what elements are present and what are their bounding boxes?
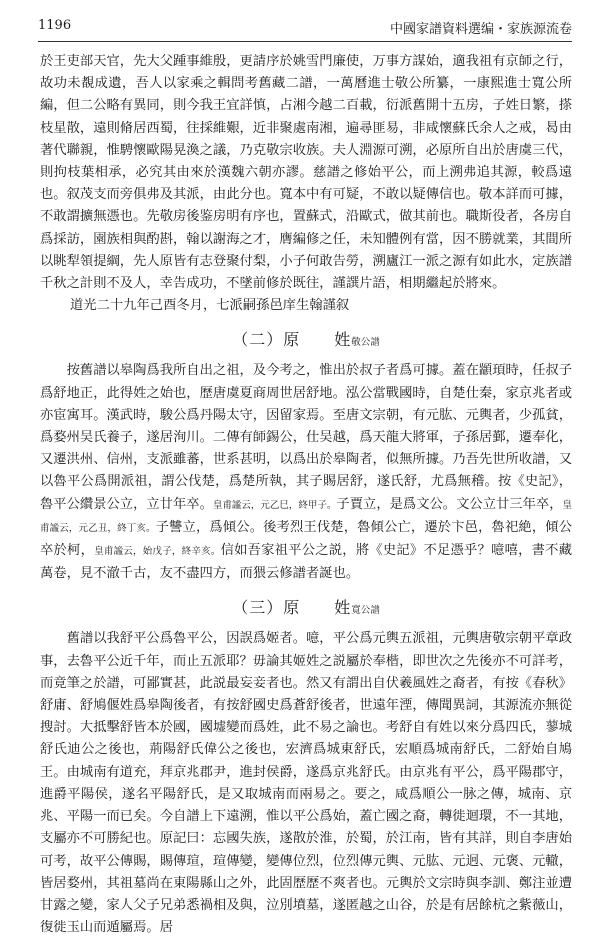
page-body bbox=[40, 51, 572, 939]
section-2-para-2: 子賈立，是爲文公。文公立廿三年卒， bbox=[336, 496, 563, 512]
section-3-title: 姓 bbox=[334, 598, 352, 618]
page-header bbox=[38, 18, 572, 38]
section-2-note-3: 皇甫謐云，始戊子，終辛亥。 bbox=[94, 546, 221, 558]
section-3-paragraph: 舊譜以我舒平公爲魯平公，因誤爲姬者。噫，平公爲元輿五派祖，元輿唐敬宗朝平章政事，去魯平公近千年，而止五派耶？毋論其姬姓之説屬於奉楷，即世次之先後亦不可詳考，而竟筆之於譜，可鄙實甚，此説最妄妾者也。然又有謂出自伏羲風姓之裔者，有按《春秋》舒庸、舒鳩偃姓爲皋陶後者，有按舒國史爲蒼舒後者，世遠年湮，傳聞異詞，其源流亦無從搜討。大抵擊舒皆本於國，國墟變而爲姓，此不易之論也。考舒自有姓以來分爲四氏，蓼城舒氏迪公之後也，荊陽舒氏偉公之後也，宏濟爲城東舒氏，宏順爲城南舒氏，二舒始自鳩王。由城南有道充，拜京兆郡尹，進封侯爵，遂爲京兆舒氏。由京兆有平公，爲平陽郡守，進爵平陽侯，遂名平陽舒氏，是又取城南而兩易之。要之，咸爲順公一脉之傳，城南、京兆、平陽一而已矣。今自譜上下遠溯，惟以平公爲始，蓋亡國之裔，轉徙迴環，不一其地，支屬亦不可勝紀也。原記曰：忘國失族，遂散於淮，於蜀，於江南，皆有其詳，則自李唐始可考，故平公傳賜，賜傳瑄，瑄傳變，變傳位烈，位烈傳元輿、元肱、元迥、元褒、元轍，皆居婺州，其祖墓尚在東陽縣山之外，此固歷歷不爽者也。元輿於文宗時與李訓、鄭注並遭甘露之變，家人父子兄弟悉禍相及與，泣別墳墓，遂匿越之山谷，於是有居餘杭之紫薇山，復徙玉山而遁屬焉。居 bbox=[40, 631, 572, 936]
section-3-number: （三）原 bbox=[232, 598, 301, 618]
section-2-heading bbox=[40, 329, 572, 354]
section-2-title: 姓 bbox=[334, 330, 352, 350]
section-3-heading bbox=[40, 597, 572, 622]
intro-signature: 道光二十九年己酉冬月，七派嗣孫邑庠生翰謹叙 bbox=[70, 298, 350, 314]
section-2-note-2: 皇甫謐云，元乙丑，終丁亥。 bbox=[40, 499, 573, 534]
section-2-number: （二）原 bbox=[232, 330, 301, 350]
section-2-para-4: 信如吾家祖平公之説，將《史記》不足憑乎？噫嘻，書不藏萬卷，見不澈千古，友不盡四方，而猥云修譜者誕也。 bbox=[40, 543, 572, 582]
section-2-attribution: 敬公譜 bbox=[351, 337, 380, 349]
intro-paragraph: 於王吏部天官，先大父踵事維殷，更請序於姚雪門廉使，万事方謀始，適我祖有京師之行，故功未覩成遺，吾人以家乘之輯問考舊藏二譜，一萬曆進士敬公所纂，一康熙進士寬公所編，但二公略有異同，則今我王宜詳慎，占湘今越二百載，衍派舊開十五房，子姓日繁，搽枝星散，遠則脩居西蜀，往採維艱，近非聚處南湘，遍尋匪易，非咸懷蘇氏余人之戒，曷由著代聯親，惟騁懷歐陽晃渙之議，乃克敬宗收族。夫人淵源可溯，必原所自出於唐虞三代，則拘枝葉相承，必究其由來於漢魏六朝亦謬。慈譜之修始平公，而上溯弗追其源，較爲遠也。叙茂支而旁俱弗及其派，由此分也。寬本中有可疑，不敢以疑傳信也。敬本詳而可據，不敢謂擴無憑也。先敬房後鉴房明有序也，置蘇式，沿歐式，做其前也。職斯役者，各房自爲採訪，園族相與酌斟，翰以謝海之才，膺編修之任，未知體例有當，因不勝就業，其間所以眺犁領提綱，先人原皆有志登聚付梨，小子何敢告勞，溯廬江一派之源有如此水，定族譜千秋之計則不及人，幸告成功，不墜前修於既往，謹譔片語，相期繼起於將來。 bbox=[40, 54, 572, 292]
section-2-para-1: 按舊譜以皋陶爲我所自出之祖，及今考之，惟出於叔子者爲可據。蓋在顓頊時，任叔子爲舒地正，此得姓之始也，歷唐虞夏商周世居舒地。泓公當戰國時，自楚仕秦，家京兆者或亦宦寓耳。漢武時，駿公爲丹陽太守，因留家焉。至唐文宗朝，有元肱、元輿者，少孤貧，爲婺州吴氏養子，遂居洵川。二傳有師錫公，仕吴越，爲天龍大將軍，子孫居鄞，遷奉化，又遷洪州、信州，支派雖蕃，世系甚明，以爲出於皋陶者，似無所據。乃吾先世所收譜，又以魯平公爲開派祖，謂公伐楚，爲楚所執，其子賜居舒，遂氏舒，尤爲無稽。按《史記》，魯平公纘景公立，立廿年卒。 bbox=[40, 363, 572, 512]
section-2-para-3: 子讐立，爲傾公。後考烈王伐楚，魯傾公亡，遷於卞邑，魯祀絶，傾公卒於柯， bbox=[40, 519, 572, 559]
running-title: 中國家譜資料選编・家族源流卷 bbox=[389, 22, 572, 37]
section-2-body bbox=[40, 360, 572, 585]
header-rule bbox=[38, 41, 572, 42]
page-number: 1196 bbox=[38, 18, 72, 33]
section-3-attribution: 寬公譜 bbox=[351, 605, 380, 617]
section-2-note-1: 皇甫謐云，元乙巳，終甲子。 bbox=[212, 499, 337, 511]
